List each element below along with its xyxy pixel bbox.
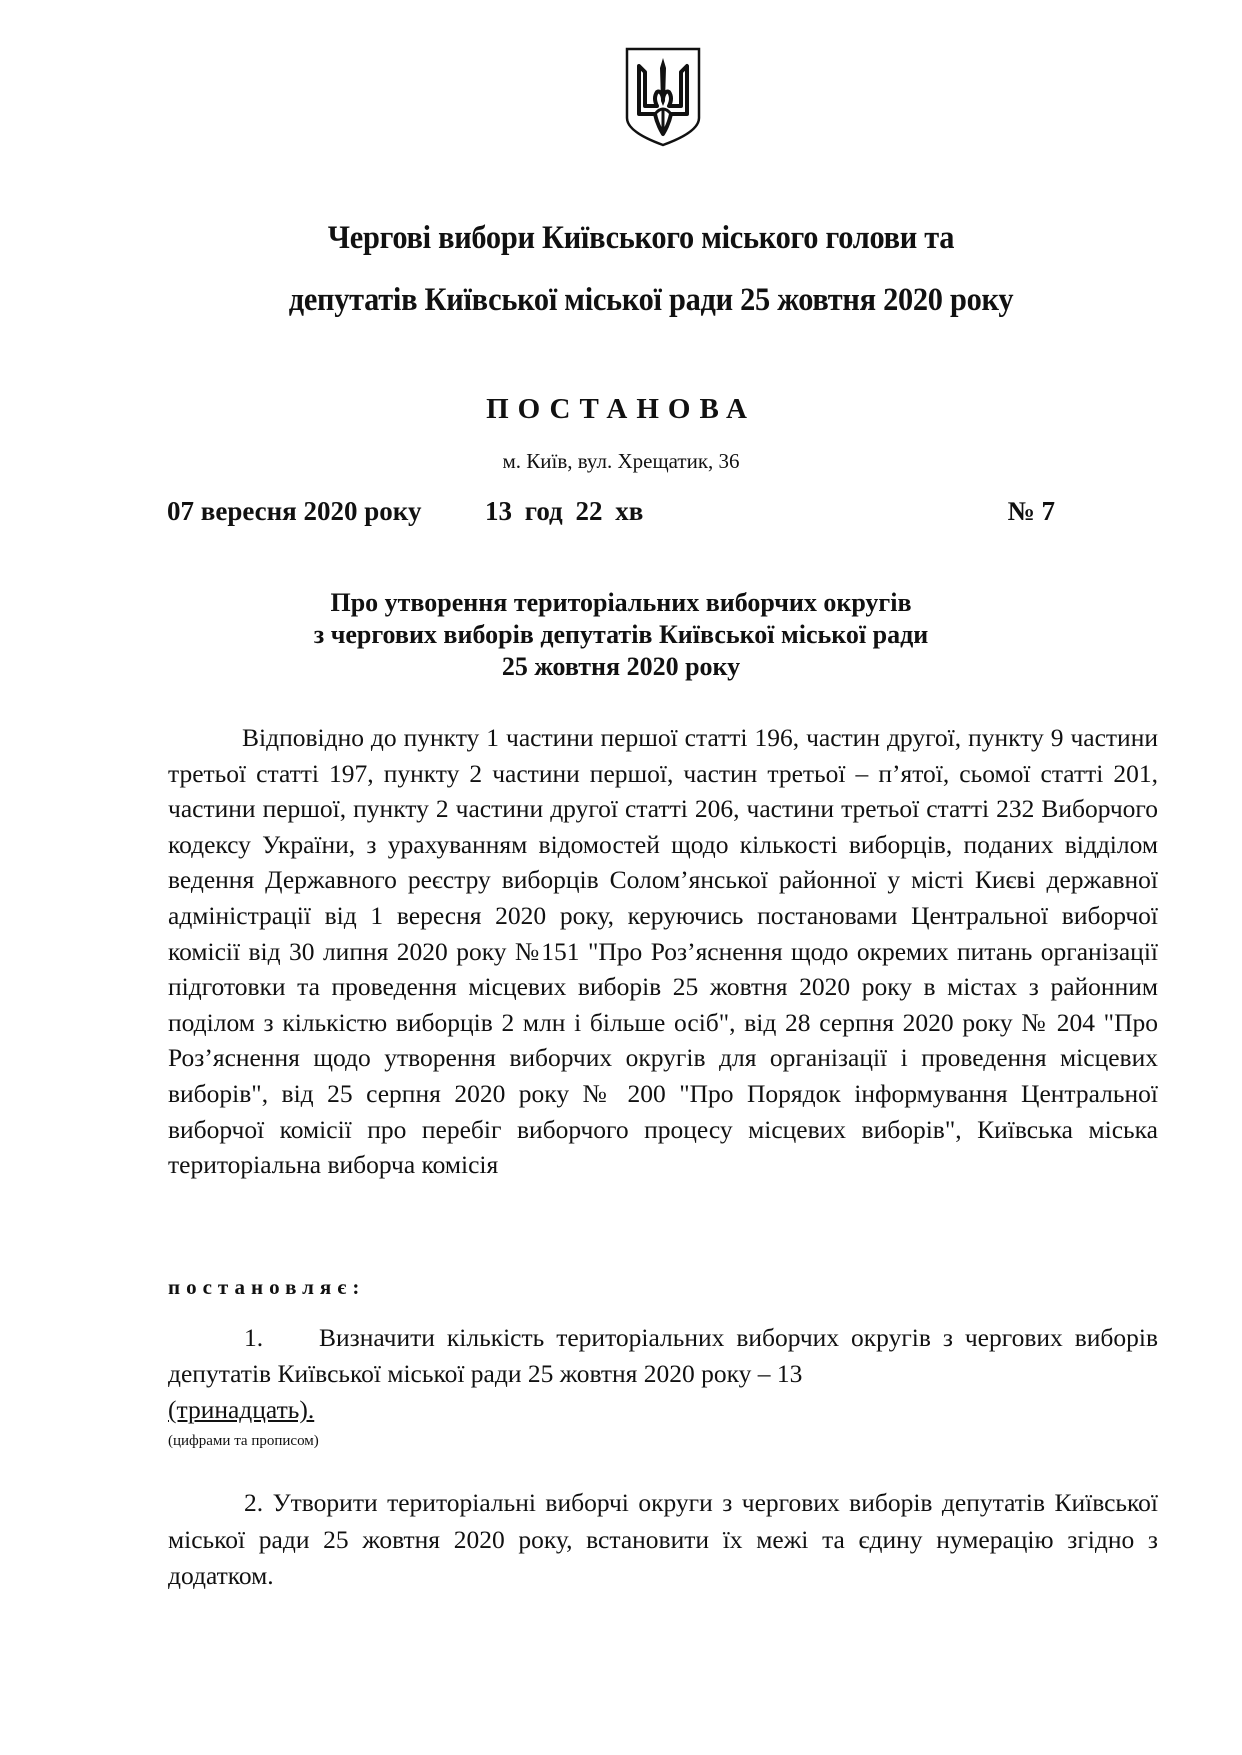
document-date: 07 вересня 2020 року: [167, 496, 422, 526]
preamble-paragraph: Відповідно до пункту 1 частини першої статті 196, частин другої, пункту 9 частини третьої статті 197, пункту 2 частини першої, частин третьої – п’ятої, сьомої статті 201, частини першої, пункту 2 частини другої статті 206, частини третьої статті 232 Виборчого кодексу України, з урахуванням відомостей щодо кількості виборців, поданих відділом ведення Державного реєстру виборців Солом’янської районної у місті Києві державної адміністрації від 1 вересня 2020 року, керуючись постановами Центральної виборчої комісії від 30 липня 2020 року №151 "Про Роз’яснення щодо окремих питань організації підготовки та проведення місцевих виборів 25 жовтня 2020 року в містах з районним поділом з кількістю виборців 2 млн і більше осіб", від 28 серпня 2020 року № 204 "Про Роз’яснення щодо утворення виборчих округів для організації і проведення місцевих виборів", від 25 серпня 2020 року № 200 "Про Порядок інформування Центральної виборчої комісії про перебіг виборчого процесу місцевих виборів", Київська міська територіальна виборча комісія: [168, 723, 1158, 1180]
item-note: (цифрами та прописом): [168, 1433, 319, 1449]
item-value-words: (тринадцать).: [168, 1395, 315, 1424]
decree-word: постановляє:: [168, 1275, 366, 1299]
document-subject: [0, 587, 1242, 683]
subject-line: 25 жовтня 2020 року: [501, 652, 741, 681]
resolution-item-2: 2. Утворити територіальні виборчі округи з чергових виборів депутатів Київської міської ради 25 жовтня 2020 року, встановити їх межі та єдину нумерацію згідно з додатком.: [168, 1488, 1158, 1590]
document-number: № 7: [1007, 496, 1055, 526]
document-time: 13 год 22 хв: [485, 496, 644, 526]
resolution-item-1: [168, 1320, 1158, 1428]
item-number: 1.: [244, 1323, 264, 1352]
document-address: м. Київ, вул. Хрещатик, 36: [502, 449, 740, 473]
item-text: Визначити кількість територіальних виборчих округів з чергових виборів депутатів Київської міської ради 25 жовтня 2020 року – 13: [168, 1323, 1158, 1388]
subject-line: Про утворення територіальних виборчих округів: [330, 588, 912, 617]
document-heading: ПОСТАНОВА: [486, 393, 756, 425]
election-title-line-1: Чергові вибори Київського міського голови та: [327, 220, 955, 256]
election-title-line-2: депутатів Київської міської ради 25 жовтня 2020 року: [288, 282, 1014, 318]
subject-line: з чергових виборів депутатів Київської міської ради: [313, 620, 929, 649]
coat-of-arms-icon: [623, 46, 703, 148]
